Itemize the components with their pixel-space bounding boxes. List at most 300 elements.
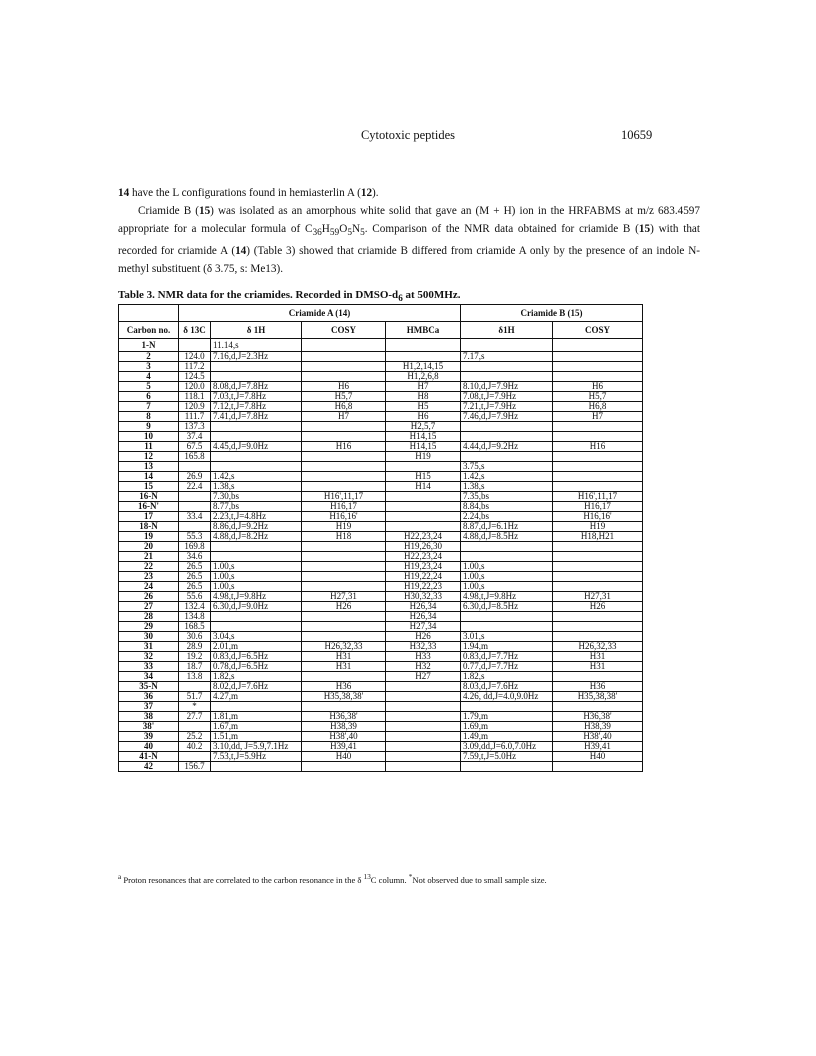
hmbc-cell: H26,34 bbox=[386, 612, 461, 622]
cosy-b-cell: H5,7 bbox=[553, 392, 643, 402]
hmbc-cell: H6 bbox=[386, 412, 461, 422]
hmbc-cell: H19,23,24 bbox=[386, 562, 461, 572]
caption-text: at 500MHz. bbox=[402, 289, 461, 301]
h1-shift-cell: 1.82,s bbox=[211, 672, 302, 682]
carbon-no-cell: 15 bbox=[119, 482, 179, 492]
text-run: ). bbox=[372, 187, 379, 199]
formula-subscript: 59 bbox=[329, 228, 340, 239]
table-row bbox=[119, 722, 643, 732]
h1-shift-b-cell bbox=[461, 542, 553, 552]
cosy-b-cell: H38',40 bbox=[553, 732, 643, 742]
cosy-cell: H7 bbox=[302, 412, 386, 422]
c13-shift-cell bbox=[179, 502, 211, 512]
hmbc-cell: H19 bbox=[386, 452, 461, 462]
hmbc-cell bbox=[386, 512, 461, 522]
table-row bbox=[119, 532, 643, 542]
h1-shift-b-cell: 7.35,bs bbox=[461, 492, 553, 502]
table-row bbox=[119, 672, 643, 682]
table-caption bbox=[118, 289, 461, 303]
h1-shift-cell bbox=[211, 372, 302, 382]
c13-shift-cell: 67.5 bbox=[179, 442, 211, 452]
cosy-cell: H6 bbox=[302, 382, 386, 392]
table-row bbox=[119, 762, 643, 772]
h1-shift-cell: 8.86,d,J=9.2Hz bbox=[211, 522, 302, 532]
h1-shift-b-cell bbox=[461, 762, 553, 772]
h1-shift-cell: 4.88,d,J=8.2Hz bbox=[211, 532, 302, 542]
c13-shift-cell: 111.7 bbox=[179, 412, 211, 422]
cosy-b-cell: H16,16' bbox=[553, 512, 643, 522]
hmbc-cell: H14,15 bbox=[386, 442, 461, 452]
c13-shift-cell: 168.5 bbox=[179, 622, 211, 632]
table-row bbox=[119, 412, 643, 422]
c13-shift-cell: 169.8 bbox=[179, 542, 211, 552]
h1-shift-b-cell bbox=[461, 702, 553, 712]
carbon-no-cell: 39 bbox=[119, 732, 179, 742]
c13-shift-cell: 120.9 bbox=[179, 402, 211, 412]
h1-shift-b-cell: 8.87,d,J=6.1Hz bbox=[461, 522, 553, 532]
hmbc-cell bbox=[386, 702, 461, 712]
cosy-b-cell bbox=[553, 622, 643, 632]
c13-shift-cell bbox=[179, 752, 211, 762]
cosy-b-cell: H7 bbox=[553, 412, 643, 422]
column-header-cosy: COSY bbox=[302, 322, 386, 339]
cosy-b-cell: H38,39 bbox=[553, 722, 643, 732]
compound-ref: 15 bbox=[198, 205, 211, 217]
c13-shift-cell: * bbox=[179, 702, 211, 712]
h1-shift-b-cell: 7.08,t,J=7.9Hz bbox=[461, 392, 553, 402]
carbon-no-cell: 38 bbox=[119, 712, 179, 722]
hmbc-cell: H14 bbox=[386, 482, 461, 492]
h1-shift-cell bbox=[211, 462, 302, 472]
h1-shift-cell bbox=[211, 452, 302, 462]
c13-shift-cell: 55.6 bbox=[179, 592, 211, 602]
hmbc-cell: H27 bbox=[386, 672, 461, 682]
h1-shift-b-cell: 7.21,t,J=7.9Hz bbox=[461, 402, 553, 412]
h1-shift-cell: 2.01,m bbox=[211, 642, 302, 652]
carbon-no-cell: 11 bbox=[119, 442, 179, 452]
group-header-blank bbox=[119, 305, 179, 322]
cosy-b-cell: H16,17 bbox=[553, 502, 643, 512]
carbon-no-cell: 21 bbox=[119, 552, 179, 562]
h1-shift-b-cell: 4.26, dd,J=4.0,9.0Hz bbox=[461, 692, 553, 702]
carbon-no-cell: 6 bbox=[119, 392, 179, 402]
cosy-cell: H36 bbox=[302, 682, 386, 692]
table-row bbox=[119, 562, 643, 572]
h1-shift-cell: 1.51,m bbox=[211, 732, 302, 742]
table-row bbox=[119, 462, 643, 472]
h1-shift-cell: 1.38,s bbox=[211, 482, 302, 492]
hmbc-cell: H27,34 bbox=[386, 622, 461, 632]
cosy-cell bbox=[302, 762, 386, 772]
carbon-no-cell: 2 bbox=[119, 352, 179, 362]
column-header-h1-b: δ1H bbox=[461, 322, 553, 339]
carbon-no-cell: 32 bbox=[119, 652, 179, 662]
carbon-no-cell: 24 bbox=[119, 582, 179, 592]
hmbc-cell bbox=[386, 522, 461, 532]
running-head bbox=[0, 128, 816, 144]
hmbc-cell bbox=[386, 742, 461, 752]
compound-ref: 12 bbox=[360, 187, 373, 199]
cosy-cell: H16,17 bbox=[302, 502, 386, 512]
carbon-no-cell: 9 bbox=[119, 422, 179, 432]
cosy-b-cell bbox=[553, 612, 643, 622]
c13-shift-cell: 18.7 bbox=[179, 662, 211, 672]
table-footnote bbox=[118, 873, 547, 885]
c13-shift-cell: 117.2 bbox=[179, 362, 211, 372]
c13-shift-cell: 51.7 bbox=[179, 692, 211, 702]
h1-shift-b-cell: 1.00,s bbox=[461, 582, 553, 592]
carbon-no-cell: 14 bbox=[119, 472, 179, 482]
table-row bbox=[119, 702, 643, 712]
hmbc-cell bbox=[386, 682, 461, 692]
cosy-cell: H5,7 bbox=[302, 392, 386, 402]
c13-shift-cell: 137.3 bbox=[179, 422, 211, 432]
table-row bbox=[119, 742, 643, 752]
hmbc-cell: H33 bbox=[386, 652, 461, 662]
cosy-b-cell bbox=[553, 422, 643, 432]
h1-shift-cell: 7.30,bs bbox=[211, 492, 302, 502]
cosy-b-cell bbox=[553, 339, 643, 352]
cosy-b-cell bbox=[553, 432, 643, 442]
c13-shift-cell: 40.2 bbox=[179, 742, 211, 752]
carbon-no-cell: 37 bbox=[119, 702, 179, 712]
carbon-no-cell: 30 bbox=[119, 632, 179, 642]
cosy-b-cell bbox=[553, 672, 643, 682]
caption-subscript: 6 bbox=[398, 293, 403, 304]
cosy-cell bbox=[302, 362, 386, 372]
table-row bbox=[119, 432, 643, 442]
group-header-criamide-a: Criamide A (14) bbox=[179, 305, 461, 322]
paragraph-2 bbox=[118, 202, 700, 278]
table-row bbox=[119, 642, 643, 652]
c13-shift-cell bbox=[179, 339, 211, 352]
c13-shift-cell: 26.5 bbox=[179, 582, 211, 592]
cosy-b-cell: H6,8 bbox=[553, 402, 643, 412]
c13-shift-cell: 25.2 bbox=[179, 732, 211, 742]
carbon-no-cell: 17 bbox=[119, 512, 179, 522]
carbon-no-cell: 12 bbox=[119, 452, 179, 462]
table-row bbox=[119, 502, 643, 512]
cosy-b-cell: H40 bbox=[553, 752, 643, 762]
h1-shift-cell bbox=[211, 612, 302, 622]
carbon-no-cell: 33 bbox=[119, 662, 179, 672]
table-row bbox=[119, 522, 643, 532]
c13-shift-cell: 132.4 bbox=[179, 602, 211, 612]
carbon-no-cell: 4 bbox=[119, 372, 179, 382]
carbon-no-cell: 40 bbox=[119, 742, 179, 752]
cosy-b-cell bbox=[553, 552, 643, 562]
cosy-b-cell: H36 bbox=[553, 682, 643, 692]
cosy-cell bbox=[302, 622, 386, 632]
h1-shift-b-cell: 7.17,s bbox=[461, 352, 553, 362]
nmr-table-body bbox=[119, 339, 643, 772]
table-row bbox=[119, 662, 643, 672]
h1-shift-cell: 8.02,d,J=7.6Hz bbox=[211, 682, 302, 692]
cosy-b-cell bbox=[553, 562, 643, 572]
hmbc-cell: H1,2,14,15 bbox=[386, 362, 461, 372]
cosy-b-cell: H31 bbox=[553, 652, 643, 662]
cosy-cell: H26 bbox=[302, 602, 386, 612]
carbon-no-cell: 22 bbox=[119, 562, 179, 572]
h1-shift-b-cell bbox=[461, 422, 553, 432]
cosy-b-cell bbox=[553, 372, 643, 382]
c13-shift-cell: 26.9 bbox=[179, 472, 211, 482]
carbon-no-cell: 28 bbox=[119, 612, 179, 622]
h1-shift-cell: 2.23,t,J=4.8Hz bbox=[211, 512, 302, 522]
h1-shift-cell bbox=[211, 542, 302, 552]
hmbc-cell: H1,2,6,8 bbox=[386, 372, 461, 382]
table-row bbox=[119, 352, 643, 362]
h1-shift-b-cell bbox=[461, 339, 553, 352]
table-row bbox=[119, 752, 643, 762]
c13-shift-cell: 30.6 bbox=[179, 632, 211, 642]
cosy-cell: H36,38' bbox=[302, 712, 386, 722]
hmbc-cell: H22,23,24 bbox=[386, 532, 461, 542]
h1-shift-b-cell bbox=[461, 362, 553, 372]
table-row bbox=[119, 372, 643, 382]
c13-shift-cell: 134.8 bbox=[179, 612, 211, 622]
h1-shift-b-cell: 3.01,s bbox=[461, 632, 553, 642]
hmbc-cell bbox=[386, 722, 461, 732]
cosy-b-cell: H6 bbox=[553, 382, 643, 392]
carbon-no-cell: 42 bbox=[119, 762, 179, 772]
column-header-c13: δ 13C bbox=[179, 322, 211, 339]
h1-shift-b-cell: 1.79,m bbox=[461, 712, 553, 722]
h1-shift-cell: 6.30,d,J=9.0Hz bbox=[211, 602, 302, 612]
cosy-b-cell bbox=[553, 352, 643, 362]
h1-shift-cell: 0.78,d,J=6.5Hz bbox=[211, 662, 302, 672]
carbon-no-cell: 41-N bbox=[119, 752, 179, 762]
cosy-b-cell: H18,H21 bbox=[553, 532, 643, 542]
group-header-row bbox=[119, 305, 643, 322]
h1-shift-b-cell: 8.03,d,J=7.6Hz bbox=[461, 682, 553, 692]
compound-ref: 14 bbox=[118, 187, 130, 199]
h1-shift-b-cell: 0.83,d,J=7.7Hz bbox=[461, 652, 553, 662]
cosy-b-cell: H26 bbox=[553, 602, 643, 612]
hmbc-cell bbox=[386, 492, 461, 502]
footnote-text: Not observed due to small sample size. bbox=[412, 874, 547, 885]
h1-shift-cell: 8.77,bs bbox=[211, 502, 302, 512]
cosy-b-cell bbox=[553, 762, 643, 772]
carbon-no-cell: 7 bbox=[119, 402, 179, 412]
h1-shift-b-cell bbox=[461, 552, 553, 562]
h1-shift-b-cell: 4.98,t,J=9.8Hz bbox=[461, 592, 553, 602]
text-run: ) was isolated as an amorphous white solid that gave an (M + H) ion in the HRFABMS at m/z 683.4597 appropriate for a molecular formula of C bbox=[118, 205, 700, 235]
h1-shift-cell: 7.12,t,J=7.8Hz bbox=[211, 402, 302, 412]
column-header-hmbc: HMBCa bbox=[386, 322, 461, 339]
cosy-cell bbox=[302, 482, 386, 492]
table-row bbox=[119, 592, 643, 602]
h1-shift-b-cell bbox=[461, 622, 553, 632]
h1-shift-b-cell: 0.77,d,J=7.7Hz bbox=[461, 662, 553, 672]
h1-shift-cell: 7.16,d,J=2.3Hz bbox=[211, 352, 302, 362]
hmbc-cell bbox=[386, 462, 461, 472]
cosy-b-cell: H26,32,33 bbox=[553, 642, 643, 652]
cosy-cell bbox=[302, 372, 386, 382]
cosy-cell bbox=[302, 542, 386, 552]
cosy-cell: H26,32,33 bbox=[302, 642, 386, 652]
footnote-superscript: 13 bbox=[363, 873, 371, 881]
h1-shift-b-cell bbox=[461, 612, 553, 622]
cosy-b-cell bbox=[553, 482, 643, 492]
cosy-b-cell: H31 bbox=[553, 662, 643, 672]
caption-text: Table 3. NMR data for the criamides. Recorded in DMSO-d bbox=[118, 289, 399, 301]
cosy-cell bbox=[302, 612, 386, 622]
cosy-b-cell bbox=[553, 462, 643, 472]
h1-shift-cell: 7.41,d,J=7.8Hz bbox=[211, 412, 302, 422]
cosy-cell bbox=[302, 452, 386, 462]
h1-shift-b-cell: 3.75,s bbox=[461, 462, 553, 472]
cosy-cell bbox=[302, 672, 386, 682]
h1-shift-cell: 4.98,t,J=9.8Hz bbox=[211, 592, 302, 602]
carbon-no-cell: 5 bbox=[119, 382, 179, 392]
column-header-carbon: Carbon no. bbox=[119, 322, 179, 339]
hmbc-cell bbox=[386, 762, 461, 772]
cosy-b-cell: H39,41 bbox=[553, 742, 643, 752]
cosy-cell: H40 bbox=[302, 752, 386, 762]
footnote-text: C column. bbox=[370, 874, 409, 885]
carbon-no-cell: 18-N bbox=[119, 522, 179, 532]
carbon-no-cell: 29 bbox=[119, 622, 179, 632]
text-run: H bbox=[321, 223, 330, 235]
h1-shift-b-cell: 2.24,bs bbox=[461, 512, 553, 522]
h1-shift-b-cell bbox=[461, 452, 553, 462]
h1-shift-b-cell: 1.00,s bbox=[461, 572, 553, 582]
cosy-cell: H16',11,17 bbox=[302, 492, 386, 502]
table-row bbox=[119, 392, 643, 402]
h1-shift-cell bbox=[211, 362, 302, 372]
h1-shift-cell: 1.00,s bbox=[211, 582, 302, 592]
carbon-no-cell: 31 bbox=[119, 642, 179, 652]
hmbc-cell: H19,26,30 bbox=[386, 542, 461, 552]
h1-shift-b-cell: 1.82,s bbox=[461, 672, 553, 682]
text-run: have the L configurations found in hemiasterlin A ( bbox=[129, 187, 361, 199]
nmr-table bbox=[118, 304, 643, 772]
hmbc-cell bbox=[386, 352, 461, 362]
carbon-no-cell: 13 bbox=[119, 462, 179, 472]
h1-shift-cell: 0.83,d,J=6.5Hz bbox=[211, 652, 302, 662]
hmbc-cell: H30,32,33 bbox=[386, 592, 461, 602]
formula-subscript: 5 bbox=[360, 228, 365, 239]
text-run: . Comparison of the NMR data obtained for criamide B ( bbox=[364, 223, 639, 235]
carbon-no-cell: 34 bbox=[119, 672, 179, 682]
cosy-b-cell: H16',11,17 bbox=[553, 492, 643, 502]
hmbc-cell bbox=[386, 692, 461, 702]
paragraph-1 bbox=[118, 184, 700, 202]
c13-shift-cell bbox=[179, 492, 211, 502]
column-header-cosy-b: COSY bbox=[553, 322, 643, 339]
cosy-cell bbox=[302, 572, 386, 582]
cosy-b-cell bbox=[553, 632, 643, 642]
cosy-b-cell: H36,38' bbox=[553, 712, 643, 722]
cosy-cell: H38,39 bbox=[302, 722, 386, 732]
table-row bbox=[119, 632, 643, 642]
h1-shift-cell: 1.00,s bbox=[211, 562, 302, 572]
c13-shift-cell: 156.7 bbox=[179, 762, 211, 772]
h1-shift-cell: 1.67,m bbox=[211, 722, 302, 732]
c13-shift-cell: 19.2 bbox=[179, 652, 211, 662]
hmbc-cell: H19,22,23 bbox=[386, 582, 461, 592]
hmbc-cell bbox=[386, 752, 461, 762]
cosy-b-cell: H16 bbox=[553, 442, 643, 452]
cosy-cell: H31 bbox=[302, 652, 386, 662]
h1-shift-cell: 4.45,d,J=9.0Hz bbox=[211, 442, 302, 452]
cosy-cell bbox=[302, 462, 386, 472]
h1-shift-cell bbox=[211, 622, 302, 632]
h1-shift-cell: 1.81,m bbox=[211, 712, 302, 722]
c13-shift-cell: 26.5 bbox=[179, 562, 211, 572]
table-row bbox=[119, 362, 643, 372]
h1-shift-cell: 4.27,m bbox=[211, 692, 302, 702]
h1-shift-b-cell: 6.30,d,J=8.5Hz bbox=[461, 602, 553, 612]
c13-shift-cell: 13.8 bbox=[179, 672, 211, 682]
carbon-no-cell: 16-N' bbox=[119, 502, 179, 512]
text-run: Criamide B ( bbox=[138, 205, 199, 217]
carbon-no-cell: 27 bbox=[119, 602, 179, 612]
c13-shift-cell: 26.5 bbox=[179, 572, 211, 582]
c13-shift-cell bbox=[179, 522, 211, 532]
cosy-cell bbox=[302, 432, 386, 442]
formula-subscript: 5 bbox=[347, 228, 352, 239]
table-row bbox=[119, 552, 643, 562]
compound-ref: 14 bbox=[235, 245, 247, 258]
table-row bbox=[119, 482, 643, 492]
table-row bbox=[119, 542, 643, 552]
table-row bbox=[119, 712, 643, 722]
carbon-no-cell: 16-N bbox=[119, 492, 179, 502]
hmbc-cell: H5 bbox=[386, 402, 461, 412]
carbon-no-cell: 8 bbox=[119, 412, 179, 422]
cosy-cell: H16,16' bbox=[302, 512, 386, 522]
cosy-cell: H19 bbox=[302, 522, 386, 532]
footnote-text: Proton resonances that are correlated to the carbon resonance in the δ bbox=[121, 874, 364, 885]
cosy-cell bbox=[302, 422, 386, 432]
h1-shift-cell: 3.10,dd, J=5.9,7.1Hz bbox=[211, 742, 302, 752]
c13-shift-cell: 55.3 bbox=[179, 532, 211, 542]
footnote-star: * bbox=[408, 873, 413, 881]
carbon-no-cell: 10 bbox=[119, 432, 179, 442]
cosy-cell: H31 bbox=[302, 662, 386, 672]
h1-shift-b-cell: 3.09,dd,J=6.0,7.0Hz bbox=[461, 742, 553, 752]
table-row bbox=[119, 452, 643, 462]
cosy-cell bbox=[302, 552, 386, 562]
carbon-no-cell: 23 bbox=[119, 572, 179, 582]
hmbc-cell: H32,33 bbox=[386, 642, 461, 652]
h1-shift-b-cell: 8.10,d,J=7.9Hz bbox=[461, 382, 553, 392]
cosy-b-cell bbox=[553, 702, 643, 712]
cosy-cell bbox=[302, 472, 386, 482]
text-run: ) with that recorded for criamide A ( bbox=[118, 223, 700, 258]
cosy-cell: H16 bbox=[302, 442, 386, 452]
cosy-b-cell bbox=[553, 362, 643, 372]
c13-shift-cell: 37.4 bbox=[179, 432, 211, 442]
table-row bbox=[119, 339, 643, 352]
hmbc-cell: H7 bbox=[386, 382, 461, 392]
cosy-b-cell bbox=[553, 582, 643, 592]
h1-shift-b-cell: 1.42,s bbox=[461, 472, 553, 482]
hmbc-cell bbox=[386, 502, 461, 512]
carbon-no-cell: 26 bbox=[119, 592, 179, 602]
c13-shift-cell bbox=[179, 462, 211, 472]
c13-shift-cell bbox=[179, 722, 211, 732]
table-row bbox=[119, 442, 643, 452]
text-run: N bbox=[351, 223, 361, 235]
hmbc-cell: H15 bbox=[386, 472, 461, 482]
h1-shift-cell bbox=[211, 552, 302, 562]
cosy-b-cell: H35,38,38' bbox=[553, 692, 643, 702]
h1-shift-cell: 3.04,s bbox=[211, 632, 302, 642]
c13-shift-cell: 165.8 bbox=[179, 452, 211, 462]
